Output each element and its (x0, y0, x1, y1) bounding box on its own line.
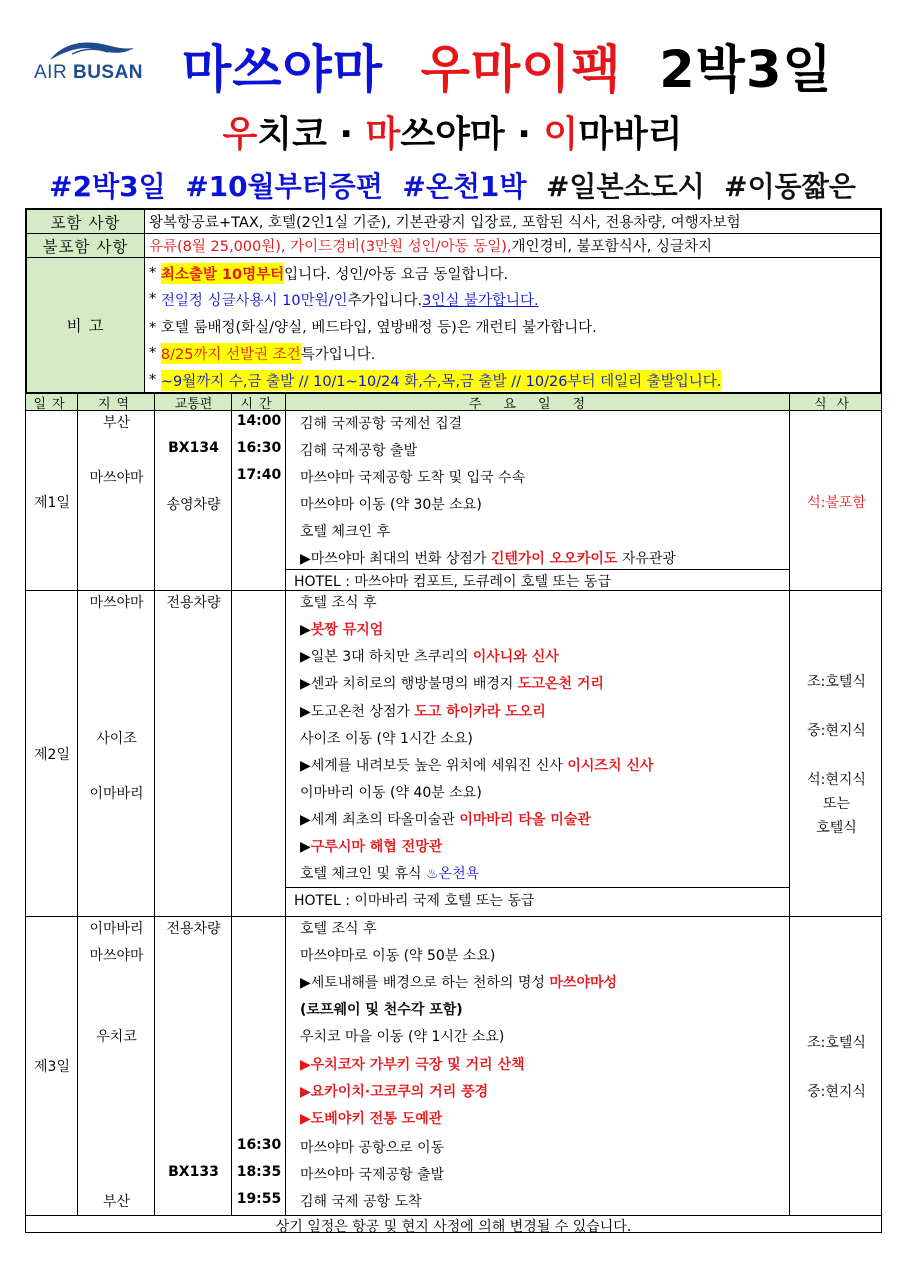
notes-row (27, 258, 880, 392)
time-cell: 14:00 (236, 413, 282, 429)
activity-line: 호텔 체크인 후 (300, 524, 391, 540)
activity-line: ▶세토내해를 배경으로 하는 천하의 명성 마쓰야마성 (300, 975, 618, 991)
activity-line: ▶마쓰야마 최대의 번화 상점가 긴텐가이 오오카이도 자유관광 (300, 551, 676, 567)
area-cell: 부산 (102, 1194, 131, 1210)
activity-line: ▶요카이치·고코쿠의 거리 풍경 (300, 1084, 489, 1100)
meal-cell: 조:호텔식 (807, 674, 866, 690)
meal-cell: 중:현지식 (807, 1084, 866, 1100)
activity-line: ▶세계 최초의 타올미술관 이마바리 타올 미술관 (300, 812, 591, 828)
excluded-label: 불포함 사항 (27, 234, 145, 257)
schedule-table (25, 394, 882, 1233)
time-cell: 16:30 (236, 1137, 282, 1153)
activity-line: ▶우치코자 가부키 극장 및 거리 산책 (300, 1057, 525, 1073)
excluded-text: 유류(8월 25,000원), 가이드경비(3만원 성인/아동 동일), 개인경비, 불포함식사, 싱글차지 (149, 239, 713, 255)
hotel-line: HOTEL : 이마바리 국제 호텔 또는 동급 (294, 893, 535, 909)
activity-line: ▶센과 치히로의 행방불명의 배경지 도고온천 거리 (300, 676, 604, 692)
activity-line: 김해 국제공항 출발 (300, 443, 418, 459)
hotel-line: HOTEL : 마쓰야마 컴포트, 도큐레이 호텔 또는 동급 (294, 574, 611, 590)
activity-line: ▶구루시마 해협 전망관 (300, 839, 443, 855)
area-cell: 이마바리 (89, 786, 144, 802)
activity-line: 우치코 마을 이동 (약 1시간 소요) (300, 1029, 505, 1045)
transport-cell: 전용차량 (166, 595, 221, 611)
header-meal: 식사 (813, 397, 860, 412)
area-cell: 사이조 (96, 731, 137, 747)
header-transport: 교통편 (174, 397, 213, 412)
activity-line: ▶일본 3대 하치만 츠쿠리의 이사니와 신사 (300, 649, 559, 665)
air-busan-logo (34, 38, 154, 88)
activity-line: (로프웨이 및 천수각 포함) (300, 1002, 463, 1018)
header-time: 시간 (240, 397, 278, 412)
area-cell: 이마바리 (89, 921, 144, 937)
activity-line: 마쓰야마 국제공항 도착 및 입국 수속 (300, 470, 526, 486)
meal-cell: 또는 (822, 796, 851, 812)
activity-line: 호텔 체크인 및 휴식 ♨온천욕 (300, 866, 480, 882)
activity-line: 김해 국제 공항 도착 (300, 1194, 422, 1210)
transport-cell: 전용차량 (166, 921, 221, 937)
header-area: 지역 (97, 397, 136, 412)
included-text: 왕복항공료+TAX, 호텔(2인1실 기준), 기본관광지 입장료, 포함된 식사, 전용차량, 여행자보험 (149, 215, 741, 231)
time-cell: 17:40 (236, 467, 282, 483)
meal-cell: 석:현지식 (807, 772, 866, 788)
flight-cell: BX133 (168, 1164, 219, 1180)
day-label: 제3일 (34, 1059, 70, 1075)
area-cell: 마쓰야마 (89, 948, 144, 964)
meal-cell: 석:불포함 (807, 495, 866, 511)
area-cell: 마쓰야마 (89, 595, 144, 611)
logo-text: AIR BUSAN (34, 62, 144, 83)
area-cell: 마쓰야마 (89, 470, 144, 486)
activity-line: 호텔 조식 후 (300, 595, 377, 611)
activity-line: 마쓰야마 이동 (약 30분 소요) (300, 497, 482, 513)
route-subtitle: 우치코 · 마쓰야마 · 이마바리 (222, 114, 683, 155)
bird-icon (42, 38, 142, 62)
activity-line: 마쓰야마 국제공항 출발 (300, 1167, 445, 1183)
activity-line: 이마바리 이동 (약 40분 소요) (300, 785, 482, 801)
header-day: 일자 (33, 397, 71, 412)
note-line: * 전일정 싱글사용시 10만원/인 추가입니다. 3인실 불가합니다. (149, 291, 539, 309)
activity-line: 김해 국제공항 국제선 집결 (300, 416, 463, 432)
activity-line: 호텔 조식 후 (300, 921, 377, 937)
notes-label: 비 고 (27, 258, 145, 392)
note-line: * 8/25까지 선발권 조건 특가입니다. (149, 340, 876, 366)
activity-line: ▶봇짱 뮤지엄 (300, 622, 384, 638)
activity-line: ▶도고온천 상점가 도고 하이카라 도오리 (300, 704, 546, 720)
excluded-row (27, 234, 880, 258)
activity-line: 사이조 이동 (약 1시간 소요) (300, 731, 473, 747)
meal-cell: 중:현지식 (807, 723, 866, 739)
note-line: * 호텔 룸배정(화실/양실, 베드타입, 옆방배정 등)은 개런티 불가합니다. (149, 319, 597, 336)
activity-line: 마쓰야마 공항으로 이동 (300, 1140, 445, 1156)
footer-note: 상기 일정은 항공 및 현지 사정에 의해 변경될 수 있습니다. (275, 1219, 632, 1235)
transport-cell: 송영차량 (166, 497, 221, 513)
area-cell: 우치코 (96, 1029, 137, 1045)
hashtags: #2박3일 #10월부터증편 #온천1박 #일본소도시 #이동짧은 (49, 170, 856, 203)
info-box (25, 208, 882, 394)
time-cell: 18:35 (236, 1164, 282, 1180)
activity-line: ▶도베야키 전통 도예관 (300, 1111, 443, 1127)
area-cell: 부산 (102, 415, 131, 431)
day-label: 제2일 (34, 747, 70, 763)
page-title: 마쓰야마 우마이팩 2박3일 (182, 41, 833, 100)
activity-line: ▶세계를 내려보듯 높은 위치에 세워진 신사 이시즈치 신사 (300, 758, 654, 774)
note-line: * ~9월까지 수,금 출발 // 10/1~10/24 화,수,목,금 출발 // 10/26부터 데일리 출발입니다. (149, 367, 876, 393)
day-label: 제1일 (34, 495, 70, 511)
time-cell: 16:30 (236, 440, 282, 456)
meal-cell: 조:호텔식 (807, 1035, 866, 1051)
time-cell: 19:55 (236, 1191, 282, 1207)
flight-cell: BX134 (168, 440, 219, 456)
meal-cell: 호텔식 (816, 820, 857, 836)
header-plan: 주요일정 (468, 397, 608, 412)
included-row (27, 210, 880, 234)
activity-line: 마쓰야마로 이동 (약 50분 소요) (300, 948, 496, 964)
note-line: * 최소출발 10명부터 입니다. 성인/아동 요금 동일합니다. (149, 260, 876, 286)
included-label: 포함 사항 (27, 210, 145, 233)
